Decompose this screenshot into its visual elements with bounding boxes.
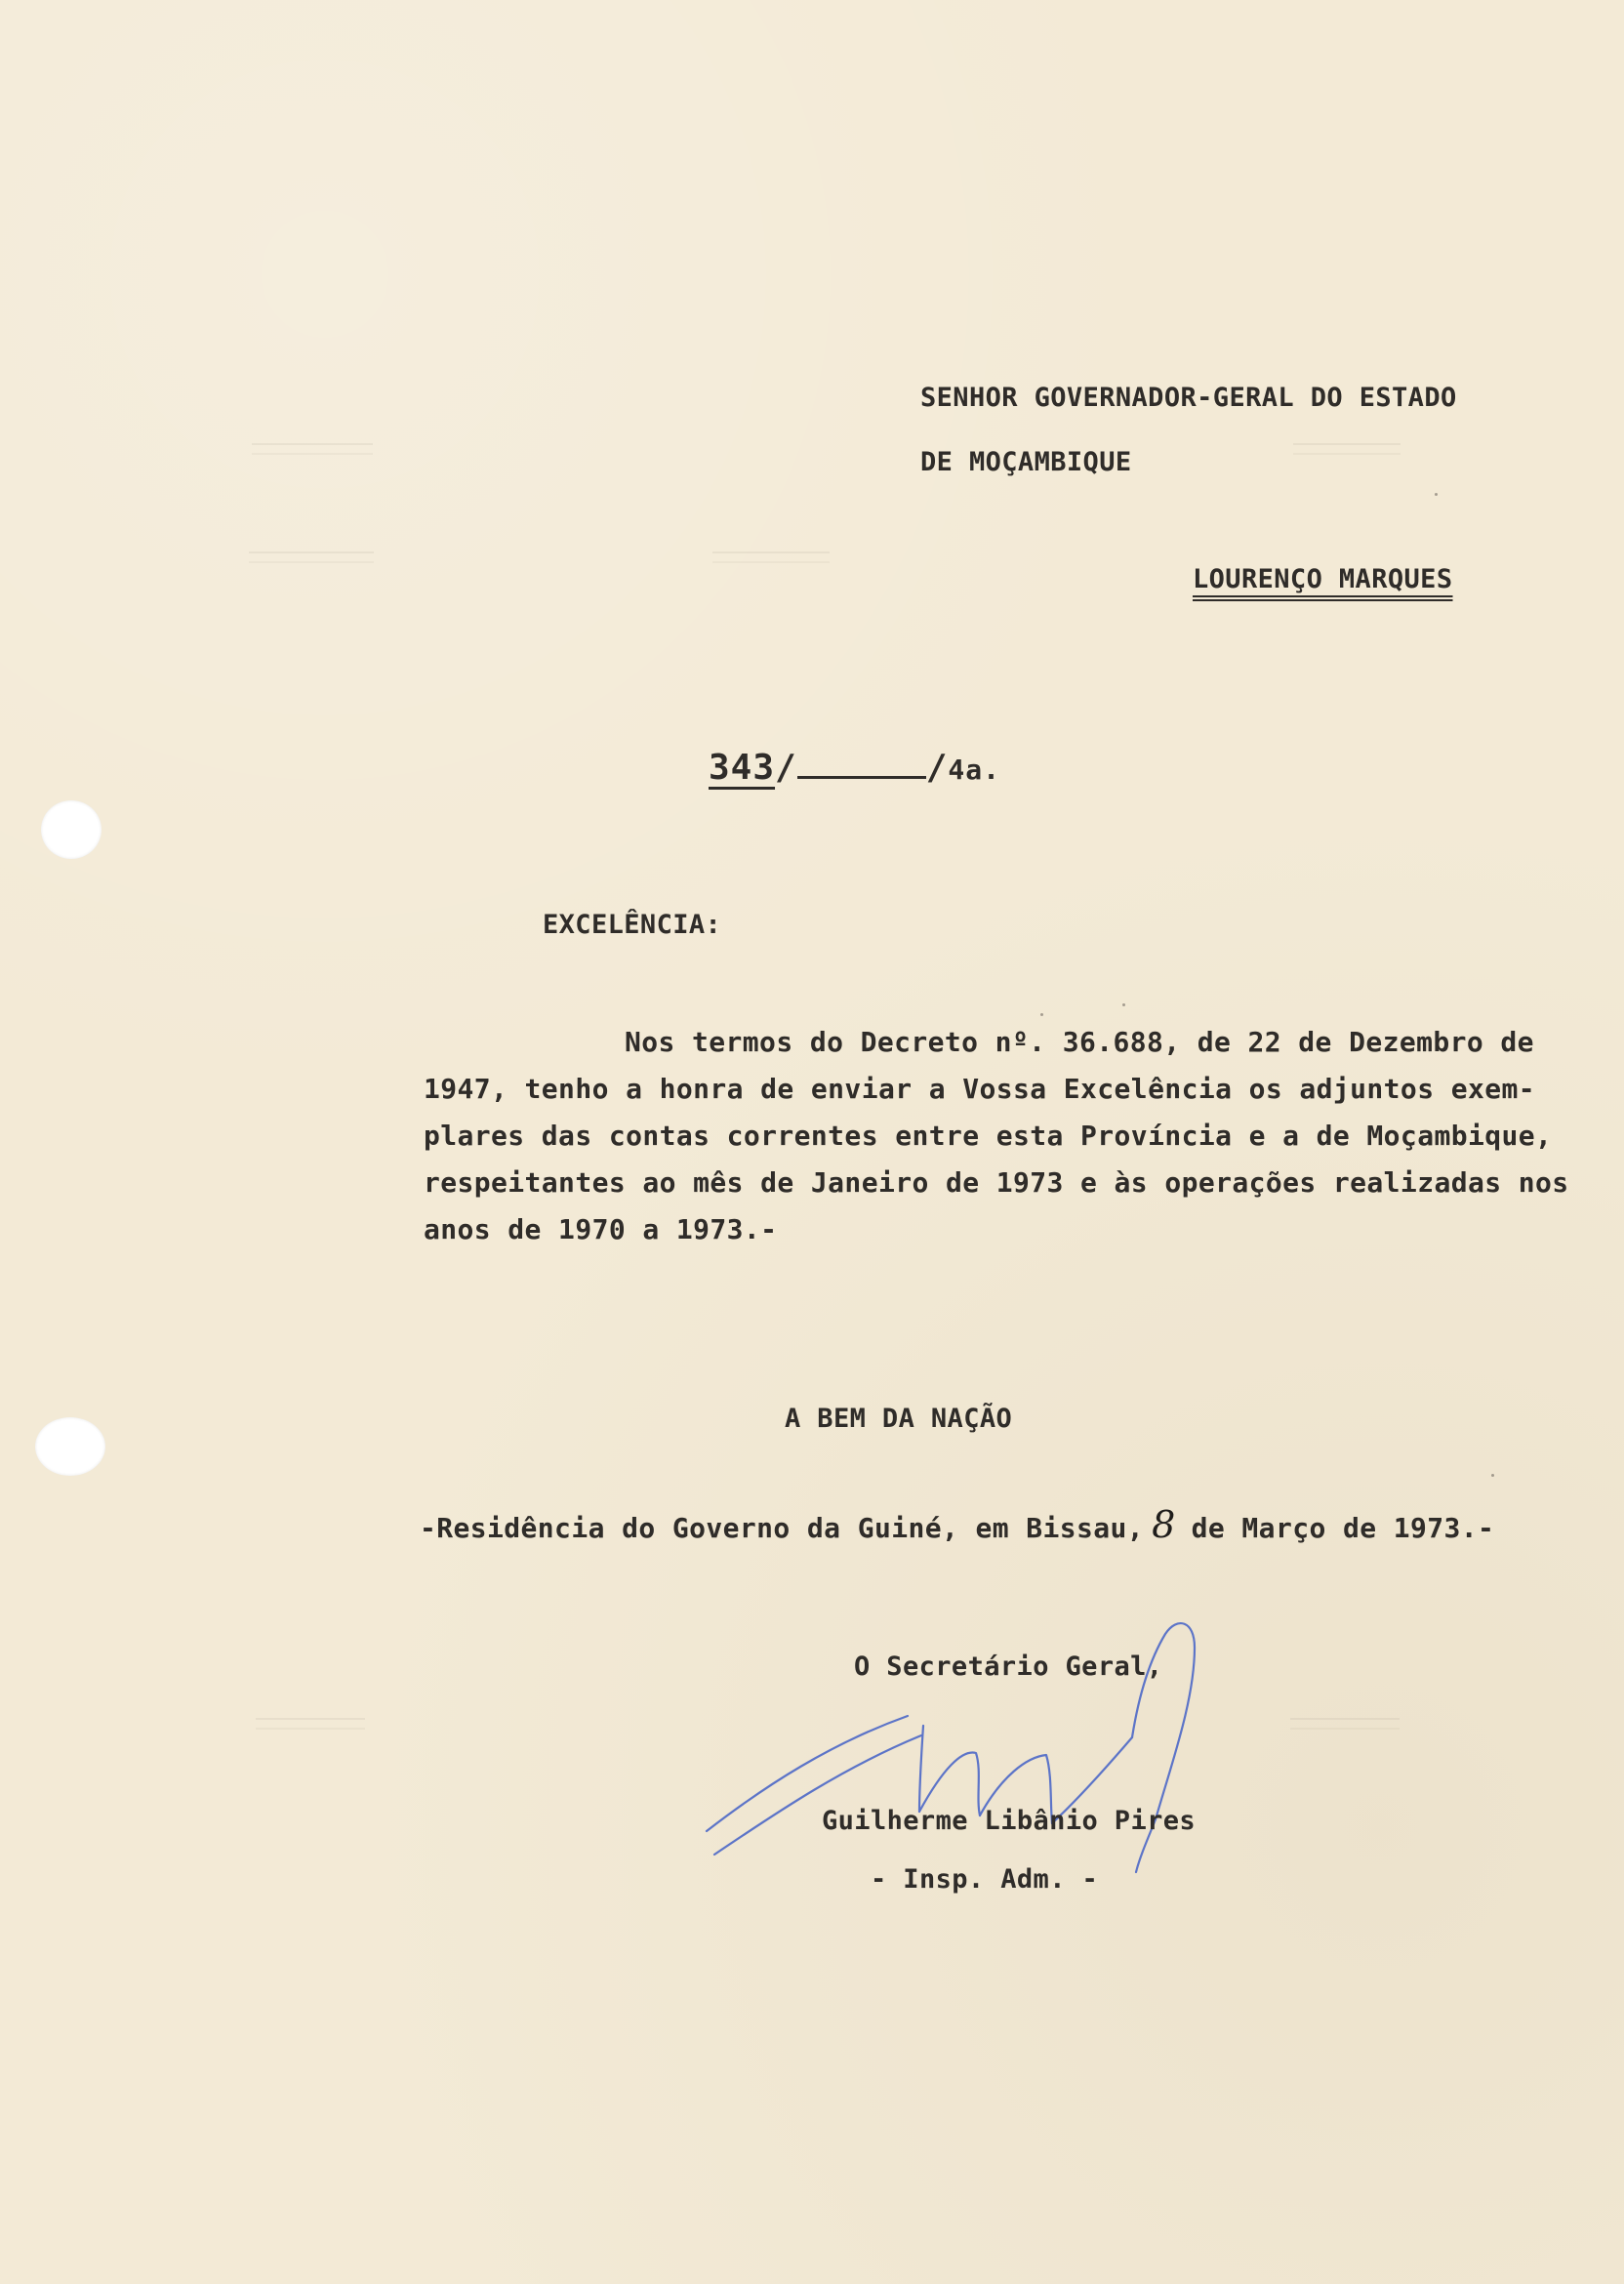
punch-hole-bottom <box>35 1417 105 1476</box>
addressee-line-2: DE MOÇAMBIQUE <box>920 447 1132 477</box>
ink-speck <box>1040 1013 1043 1016</box>
body-line: Nos termos do Decreto nº. 36.688, de 22 de Dezembro de <box>625 1026 1534 1058</box>
salutation: EXCELÊNCIA: <box>543 910 722 940</box>
reference-suffix: 4a. <box>948 754 1000 786</box>
place-date-line <box>420 1503 1494 1546</box>
show-through-mark <box>252 443 373 455</box>
punch-hole-top <box>41 800 102 859</box>
signatory-title: O Secretário Geral, <box>854 1652 1163 1682</box>
reference-number: 343 <box>709 748 776 788</box>
reference-separator: / <box>925 748 949 788</box>
ink-speck <box>1491 1474 1494 1477</box>
ink-speck <box>1122 1003 1125 1006</box>
body-line: respeitantes ao mês de Janeiro de 1973 e às operações realizadas nos <box>424 1166 1569 1199</box>
closing-formula: A BEM DA NAÇÃO <box>785 1404 1013 1434</box>
show-through-mark <box>256 1718 365 1730</box>
reference-blank <box>797 749 926 779</box>
show-through-mark <box>1290 1718 1400 1730</box>
signatory-name: Guilherme Libânio Pires <box>822 1806 1197 1836</box>
body-line: anos de 1970 a 1973.- <box>424 1213 778 1245</box>
body-line: plares das contas correntes entre esta Província e a de Moçambique, <box>424 1120 1553 1152</box>
place-date-suffix: de Março de 1973.- <box>1191 1512 1495 1544</box>
show-through-mark <box>249 551 374 563</box>
ink-speck <box>1435 493 1438 496</box>
show-through-mark <box>712 551 830 563</box>
show-through-mark <box>1293 443 1401 455</box>
place-date-prefix: -Residência do Governo da Guiné, em Bissau, <box>420 1512 1145 1544</box>
reference-separator: / <box>775 748 797 788</box>
reference-number-line <box>709 748 1000 788</box>
handwritten-day: 8 <box>1152 1503 1176 1546</box>
body-line: 1947, tenho a honra de enviar a Vossa Excelência os adjuntos exem- <box>424 1073 1535 1105</box>
signatory-rank: - Insp. Adm. - <box>871 1864 1099 1895</box>
addressee-line-1: SENHOR GOVERNADOR-GERAL DO ESTADO <box>920 383 1457 413</box>
addressee-place: LOURENÇO MARQUES <box>1193 564 1453 594</box>
